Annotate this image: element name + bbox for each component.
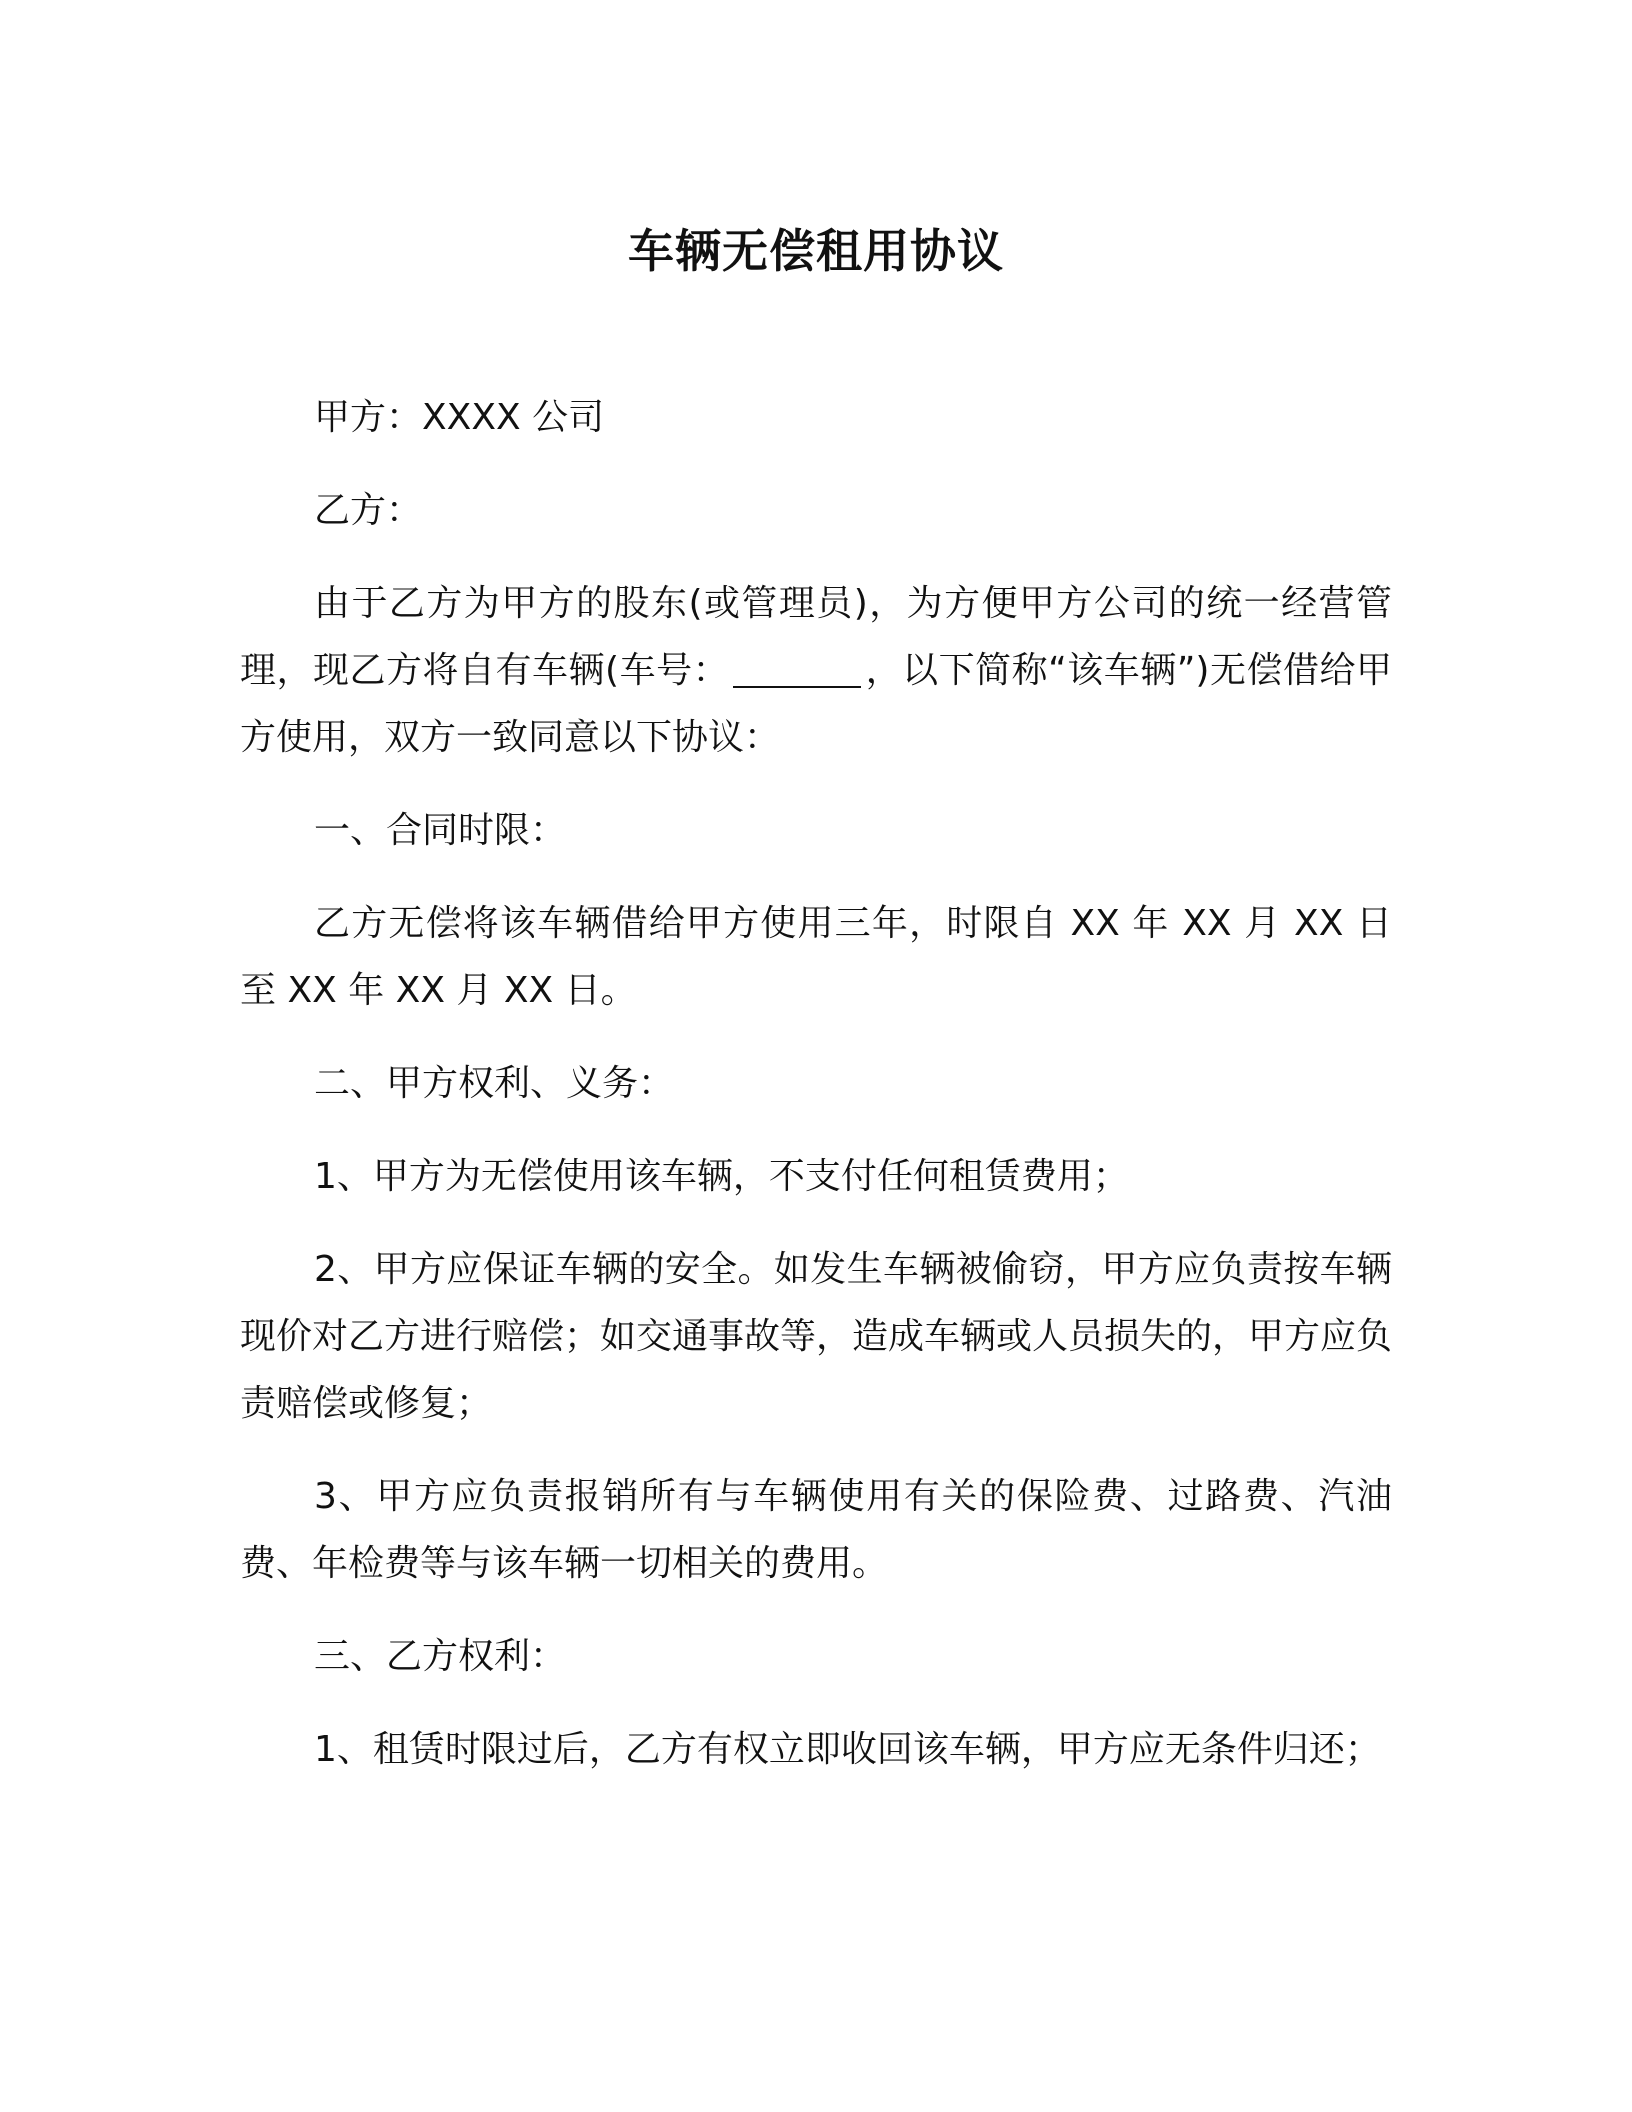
section-2-item-3: 3、甲方应负责报销所有与车辆使用有关的保险费、过路费、汽油费、年检费等与该车辆一切相关的费用。 — [240, 1476, 1392, 1584]
preamble-text-after-blank: ，以下简称“该车辆”)无偿借给甲方使用，双方一致同意以下协议： — [240, 650, 1392, 758]
section-2-item-2: 2、甲方应保证车辆的安全。如发生车辆被偷窃，甲方应负责按车辆现价对乙方进行赔偿；如交通事故等，造成车辆或人员损失的，甲方应负责赔偿或修复； — [240, 1249, 1393, 1424]
section-1-text: 乙方无偿将该车辆借给甲方使用三年，时限自 XX 年 XX 月 XX 日至 XX 年 XX 月 XX 日。 — [240, 903, 1392, 1011]
party-a-line: 甲方：XXXX 公司 — [314, 397, 605, 438]
party-b-line: 乙方： — [314, 490, 423, 531]
document-body — [240, 384, 1392, 1809]
section-1-heading: 一、合同时限： — [314, 810, 567, 851]
preamble-paragraph — [240, 570, 1392, 771]
preamble-text-before-blank: 由于乙方为甲方的股东(或管理员)，为方便甲方公司的统一经营管理，现乙方将自有车辆(车号： — [240, 583, 1392, 691]
plate-number-blank — [733, 642, 861, 688]
section-3-item-1: 1、租赁时限过后，乙方有权立即收回该车辆，甲方应无条件归还； — [314, 1729, 1381, 1770]
section-3-heading: 三、乙方权利： — [314, 1636, 567, 1677]
document-title: 车辆无偿租用协议 — [628, 224, 1004, 278]
section-2-item-1: 1、甲方为无偿使用该车辆，不支付任何租赁费用； — [314, 1156, 1129, 1197]
section-2-heading: 二、甲方权利、义务： — [314, 1063, 675, 1104]
